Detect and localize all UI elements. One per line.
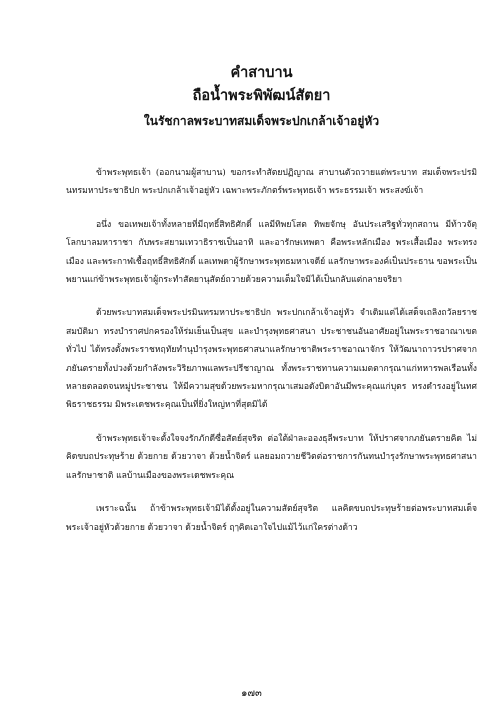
- page-title: คำสาบาน: [230, 64, 293, 81]
- page-subtitle: ถือน้ำพระพิพัฒน์สัตยา: [192, 87, 331, 104]
- paragraph-4: ข้าพระพุทธเจ้าจะตั้งใจจงรักภักดีซื่อสัตย์สุจริต ต่อใต้ฝ่าละอองธุลีพระบาท ให้ปราศจากภยันตรายคิด ไม่คิดขบถประทุษร้าย ด้วยกาย ด้วยวาจา ด้วยน้ำจิตร์ แลยอมถวายชีวิตต่อราชการกันทนบำรุงรักษาพระพุทธศาสนาแลรักษาชาติ แลบ้านเมืองของพระเดชพระคุณ: [66, 433, 477, 481]
- paragraph-2: อนึ่ง ขอเทพยเจ้าทั้งหลายที่มีฤทธิ์สิทธิศักดิ์ แลมีทิพยโสต ทิพยจักษุ อันประเสริฐทั่วทุกสถาน มีท้าวจัตุโลกบาลมหาราชา กับพระสยามเทวาธิราชเป็นอาทิ และอารักษเทพดา คือพระหลักเมือง พระเสื้อเมือง พระทรงเมือง และพระกาฬเชื้อฤทธิ์สิทธิศักดิ์ แลเทพดาผู้รักษาพระพุทธมหาเจดีย์ แลรักษาพระองค์เป็นประธาน ขอพระเป็นพยานแก่ข้าพระพุทธเจ้าผู้กระทำสัตยานุสัตย์ถวายด้วยความเต็มใจมิได้เป็นกลับแต่กลายจริยา: [66, 219, 477, 286]
- page-number: ๑๗๓: [241, 688, 262, 699]
- title-block: [46, 0, 477, 130]
- paragraph-1: ข้าพระพุทธเจ้า (ออกนามผู้สาบาน) ขอกระทำสัตยปฏิญาณ สาบานตัวถวายแด่พระบาท สมเด็จพระปรมินทรมหาประชาธิปก พระปกเกล้าเจ้าอยู่หัว เฉพาะพระภักตร์พระพุทธเจ้า พระธรรมเจ้า พระสงฆ์เจ้า: [66, 168, 477, 197]
- reign-heading: ในรัชกาลพระบาทสมเด็จพระปกเกล้าเจ้าอยู่หัว: [143, 114, 380, 128]
- oath-body: [66, 164, 477, 537]
- paragraph-3: ด้วยพระบาทสมเด็จพระปรมินทรมหาประชาธิปก พระปกเกล้าเจ้าอยู่หัว จำเดิมแต่ได้เสด็จเถลิงถวัลยราชสมบัติมา ทรงบำราศปกครองให้ร่มเย็นเป็นสุข และบำรุงพุทธศาสนา ประชาชนอันอาศัยอยู่ในพระราชอาณาเขตทั่วไป ได้ทรงตั้งพระราชหฤทัยทำนุบำรุงพระพุทธศาสนาแลรักษาชาติพระราชอาณาจักร ให้วัฒนาถาวรปราศจากภยันตรายทั้งปวงด้วยกำลังพระวิริยภาพแลพระปรีชาญาณ ทั้งพระราชทานความเมตตากรุณาแก่ทหารพลเรือนทั้งหลายตลอดจนหมู่ประชาชน ให้มีความสุขด้วยพระมหากรุณาเสมอดังบิดาอันมีพระคุณแก่บุตร ทรงดำรงอยู่ในทศพิธราชธรรม มิพระเดชพระคุณเป็นที่ยิ่งใหญ่หาที่สุดมิได้: [66, 308, 477, 411]
- paragraph-5: เพราะฉนั้น ถ้าข้าพระพุทธเจ้ามิได้ตั้งอยู่ในความสัตย์สุจริต แลคิดขบถประทุษร้ายต่อพระบาทสมเด็จพระเจ้าอยู่หัวด้วยกาย ด้วยวาจา ด้วยน้ำจิตร์ ฤๅคิดเอาใจไปแม้ไว้แก่ใครต่างด้าว: [66, 504, 477, 533]
